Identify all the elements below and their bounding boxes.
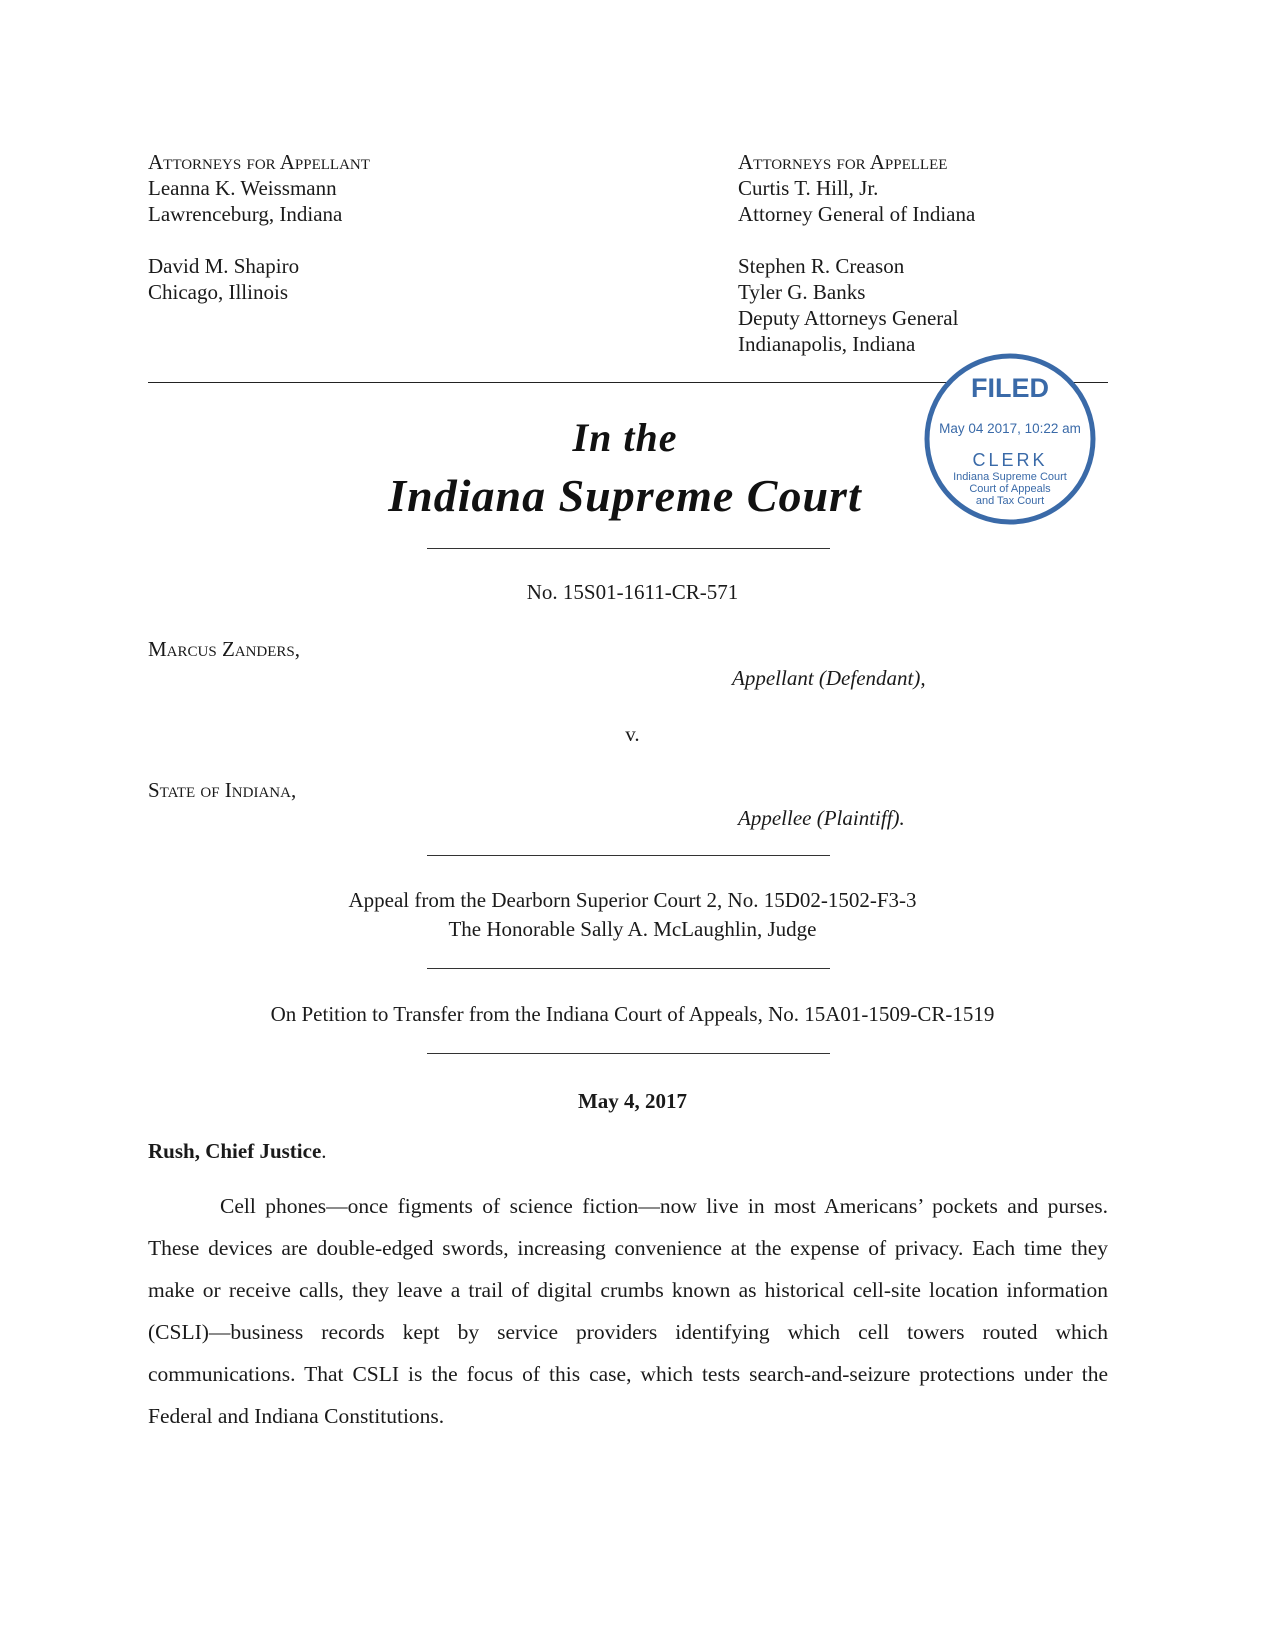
attorney-line: Tyler G. Banks <box>738 280 866 304</box>
court-title-line2: Indiana Supreme Court <box>388 470 862 521</box>
appellant-attorneys <box>148 149 688 305</box>
attorney-line: Lawrenceburg, Indiana <box>148 202 343 226</box>
appellee-attorneys <box>738 149 1218 357</box>
appeal-from-line: Appeal from the Dearborn Superior Court 2, No. 15D02-1502-F3-3 <box>348 888 917 912</box>
filed-stamp <box>924 353 1096 525</box>
attorney-line: David M. Shapiro <box>148 254 300 278</box>
appellee-attorneys-heading: Attorneys for Appellee <box>738 150 948 174</box>
case-number: No. 15S01-1611-CR-571 <box>526 580 739 604</box>
attorney-line: Curtis T. Hill, Jr. <box>738 176 879 200</box>
party-appellant-role: Appellant (Defendant), <box>732 666 926 690</box>
decision-date: May 4, 2017 <box>577 1089 688 1113</box>
stamp-line: Indiana Supreme Court <box>953 471 1067 483</box>
attorney-line: Stephen R. Creason <box>738 254 905 278</box>
versus: v. <box>625 722 640 746</box>
stamp-seal <box>924 353 1096 525</box>
party-appellant-name: Marcus Zanders, <box>148 637 301 661</box>
judge-line: The Honorable Sally A. McLaughlin, Judge <box>448 917 817 941</box>
opinion-paragraph: Cell phones—once figments of science fiction—now live in most Americans’ pockets and purses. These devices are double-edged swords, increasing convenience at the expense of privacy. Each time they make or receive calls, they leave a trail of digital crumbs known as historical cell-site location information (CSLI)—business records kept by service providers identifying which cell towers routed which communications. That CSLI is the focus of this case, which tests search-and-seizure protections under the Federal and Indiana Constitutions. <box>148 1194 1108 1428</box>
author-name: Rush, Chief Justice <box>148 1139 322 1163</box>
attorney-line: Leanna K. Weissmann <box>148 176 337 200</box>
appellant-attorneys-heading: Attorneys for Appellant <box>148 150 370 174</box>
attorney-line: Chicago, Illinois <box>148 280 288 304</box>
divider <box>427 1053 830 1054</box>
party-appellee-role: Appellee (Plaintiff). <box>738 806 905 830</box>
petition-line: On Petition to Transfer from the Indiana Court of Appeals, No. 15A01-1509-CR-1519 <box>270 1002 995 1026</box>
attorney-line: Attorney General of Indiana <box>738 202 976 226</box>
attorney-line: Deputy Attorneys General <box>738 306 959 330</box>
stamp-line: and Tax Court <box>975 495 1045 507</box>
stamp-clerk: CLERK <box>972 450 1048 470</box>
divider <box>427 855 830 856</box>
opinion-body <box>148 1185 1108 1437</box>
author-line <box>148 1138 327 1164</box>
divider <box>427 548 830 549</box>
court-title-line1: In the <box>572 415 678 460</box>
attorney-line: Indianapolis, Indiana <box>738 332 916 356</box>
party-appellee-name: State of Indiana, <box>148 778 297 802</box>
divider <box>427 968 830 969</box>
stamp-line: Court of Appeals <box>969 483 1051 495</box>
court-title <box>320 410 930 526</box>
stamp-datetime: May 04 2017, 10:22 am <box>939 421 1081 436</box>
author-punct: . <box>321 1139 327 1163</box>
stamp-status: FILED <box>971 373 1049 403</box>
